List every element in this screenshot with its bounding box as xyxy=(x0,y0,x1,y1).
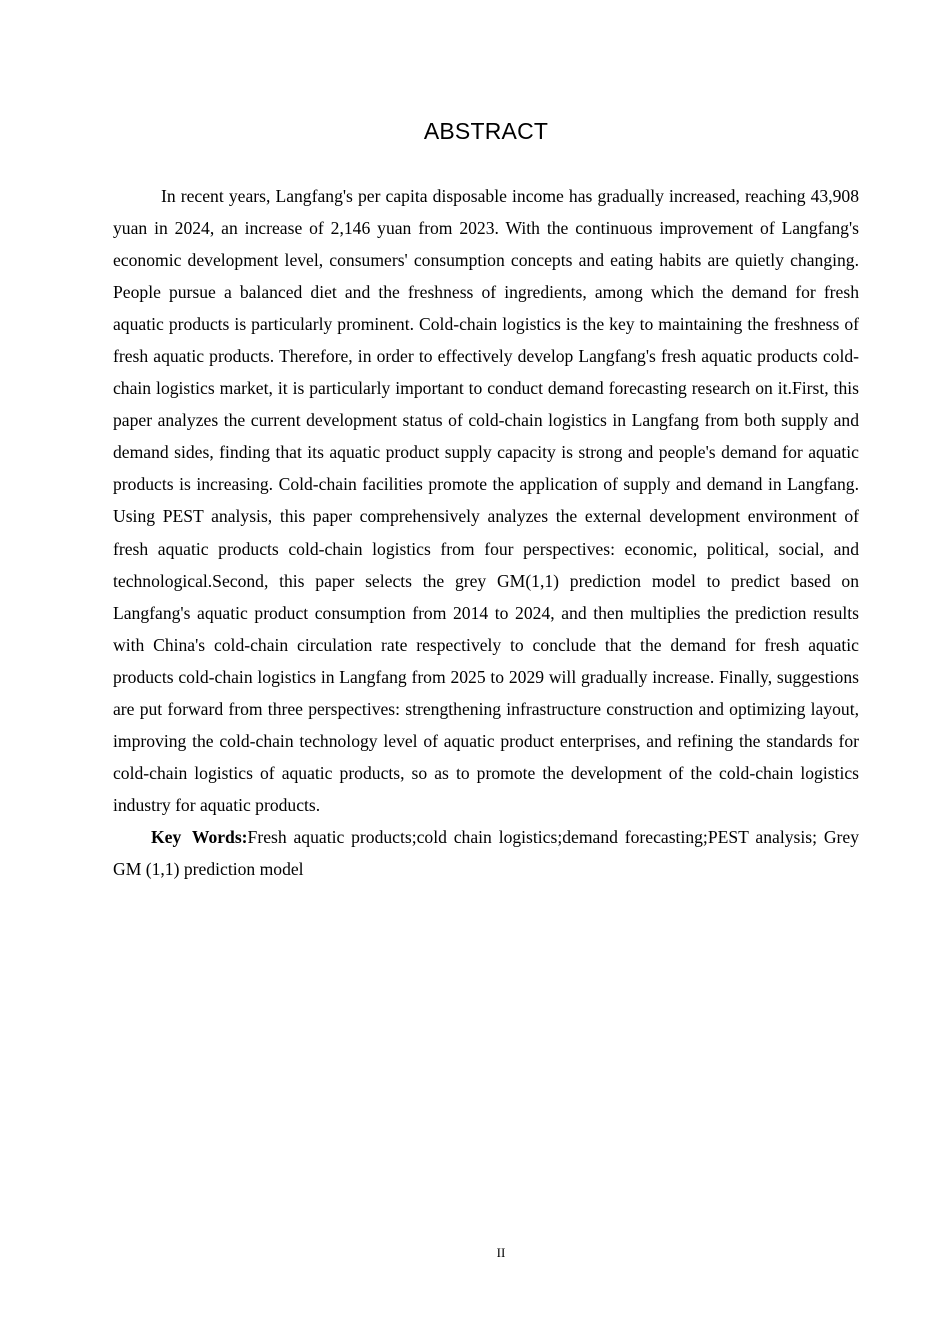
abstract-paragraph: In recent years, Langfang's per capita disposable income has gradually increased, reaching 43,908 yuan in 2024, an increase of 2,146 yuan from 2023. With the continuous improvement of Langfang's economic development level, consumers' consumption concepts and eating habits are quietly changing. People pursue a balanced diet and the freshness of ingredients, among which the demand for fresh aquatic products is particularly prominent. Cold-chain logistics is the key to maintaining the freshness of fresh aquatic products. Therefore, in order to effectively develop Langfang's fresh aquatic products cold-chain logistics market, it is particularly important to conduct demand forecasting research on it.First, this paper analyzes the current development status of cold-chain logistics in Langfang from both supply and demand sides, finding that its aquatic product supply capacity is strong and people's demand for aquatic products is increasing. Cold-chain facilities promote the application of supply and demand in Langfang. Using PEST analysis, this paper comprehensively analyzes the external development environment of fresh aquatic products cold-chain logistics from four perspectives: economic, political, social, and technological.Second, this paper selects the grey GM(1,1) prediction model to predict based on Langfang's aquatic product consumption from 2014 to 2024, and then multiplies the prediction results with China's cold-chain circulation rate respectively to conclude that the demand for fresh aquatic products cold-chain logistics in Langfang from 2025 to 2029 will gradually increase. Finally, suggestions are put forward from three perspectives: strengthening infrastructure construction and optimizing layout, improving the cold-chain technology level of aquatic product enterprises, and refining the standards for cold-chain logistics of aquatic products, so as to promote the development of the cold-chain logistics industry for aquatic products. xyxy=(113,186,859,815)
page-number: II xyxy=(496,1245,506,1260)
abstract-body xyxy=(113,180,859,885)
keywords-text: Fresh aquatic products;cold chain logistics;demand forecasting;PEST analysis; Grey GM (1,1) prediction model xyxy=(113,826,859,879)
keywords-line xyxy=(113,821,859,885)
keywords-label: Key Words: xyxy=(151,826,248,847)
abstract-title: ABSTRACT xyxy=(423,118,549,144)
